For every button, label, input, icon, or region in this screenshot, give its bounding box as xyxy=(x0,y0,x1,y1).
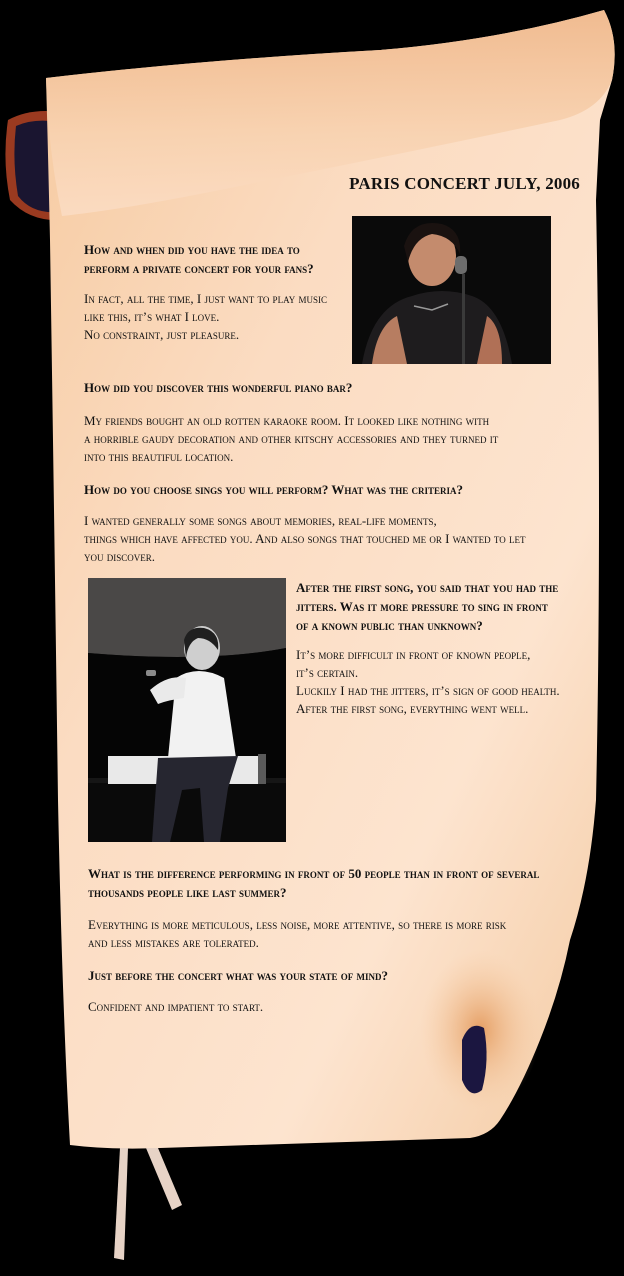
concert-photo-top xyxy=(352,216,551,364)
page-title: PARIS CONCERT JULY, 2006 xyxy=(349,174,580,193)
question-5: What is the difference performing in front of 50 people than in front of several thousands people like last summer? xyxy=(88,866,540,900)
question-3: How do you choose sings you will perform? What was the criteria? xyxy=(84,482,464,497)
question-2: How did you discover this wonderful piano bar? xyxy=(84,380,353,395)
question-1: How and when did you have the idea to perform a private concert for your fans? xyxy=(84,242,314,276)
answer-1: In fact, all the time, I just want to play music like this, it’s what I love. No constraint, just pleasure. xyxy=(84,291,327,342)
question-6: Just before the concert what was your state of mind? xyxy=(88,968,388,983)
answer-4: It’s more difficult in front of known people, it’s certain. Luckily I had the jitters, it’s sign of good health. After the first song, everything went well. xyxy=(296,647,560,716)
answer-5: Everything is more meticulous, less noise, more attentive, so there is more risk and less mistakes are tolerated. xyxy=(88,917,507,950)
answer-6: Confident and impatient to start. xyxy=(88,999,264,1014)
answer-2: My friends bought an old rotten karaoke room. It looked like nothing with a horrible gaudy decoration and other kitschy accessories and they turned it into this beautiful location. xyxy=(84,413,499,464)
answer-3: I wanted generally some songs about memories, real-life moments, things which have affected you. And also songs that touched me or I wanted to let you discover. xyxy=(84,513,526,564)
concert-photo-middle xyxy=(88,578,286,842)
question-4: After the first song, you said that you had the jitters. Was it more pressure to sing in front of a known public than unknown? xyxy=(296,580,559,633)
